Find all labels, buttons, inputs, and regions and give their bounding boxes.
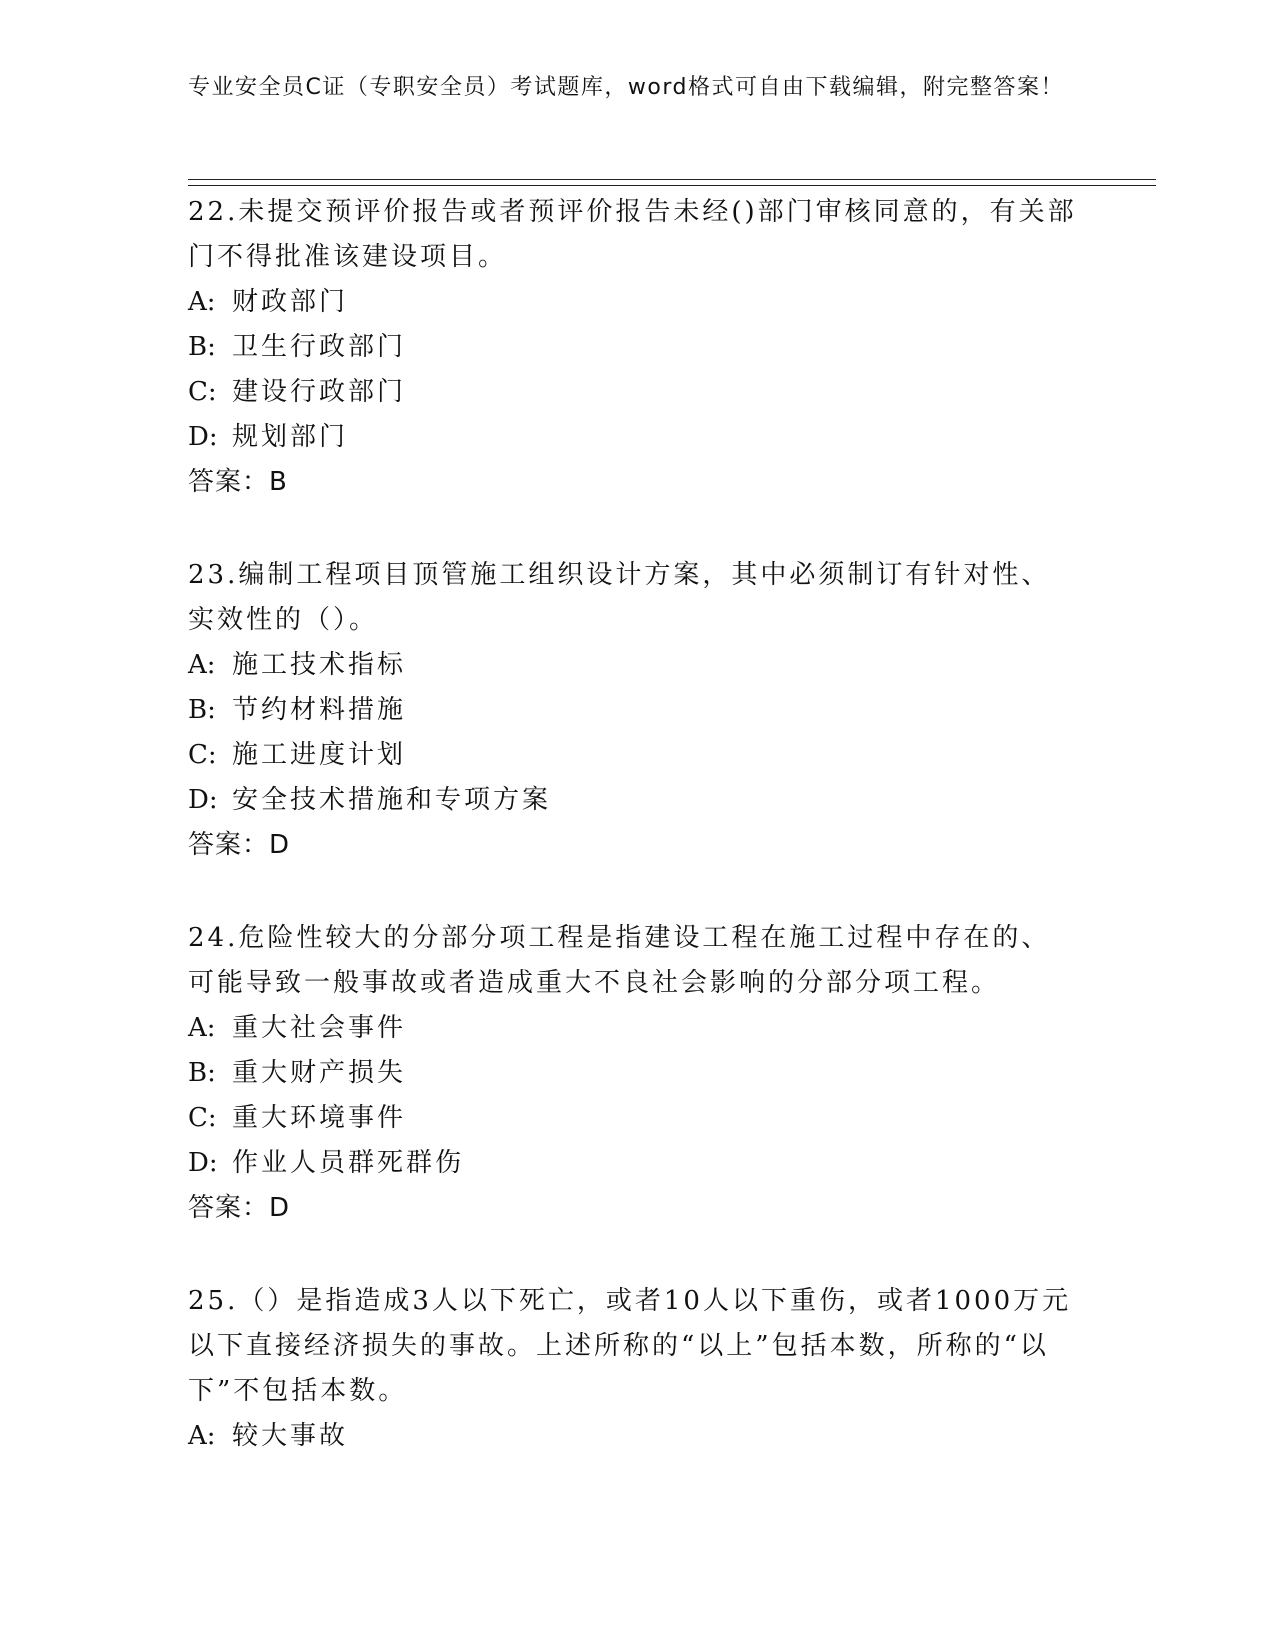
- option-a: [188, 1006, 1078, 1051]
- option-text: 建设行政部门: [232, 377, 407, 407]
- header-divider-top: [188, 179, 1156, 180]
- option-c: [188, 370, 1078, 415]
- question-stem: 25.（）是指造成3人以下死亡，或者10人以下重伤，或者1000万元以下直接经济损失的事故。上述所称的“以上”包括本数，所称的“以下”不包括本数。: [188, 1286, 1072, 1406]
- option-key: D:: [188, 1148, 218, 1178]
- option-c: [188, 733, 1078, 778]
- option-text: 重大社会事件: [232, 1013, 407, 1043]
- option-key: C:: [188, 377, 217, 407]
- option-d: [188, 1141, 1078, 1186]
- option-text: 卫生行政部门: [232, 332, 407, 362]
- option-key: B:: [188, 332, 216, 362]
- option-text: 施工进度计划: [232, 740, 407, 770]
- option-text: 节约材料措施: [232, 695, 407, 725]
- option-text: 施工技术指标: [232, 650, 407, 680]
- document-header: 专业安全员C证（专职安全员）考试题库，word格式可自由下载编辑，附完整答案！: [188, 75, 1064, 100]
- option-key: A:: [188, 1013, 216, 1043]
- answer-line: 答案：D: [188, 830, 291, 860]
- option-key: C:: [188, 740, 217, 770]
- option-key: D:: [188, 785, 218, 815]
- option-key: B:: [188, 695, 216, 725]
- option-a: [188, 643, 1078, 688]
- question-23: [188, 553, 1078, 868]
- option-text: 重大环境事件: [232, 1103, 407, 1133]
- header-divider-bottom: [188, 185, 1156, 186]
- option-text: 较大事故: [232, 1421, 349, 1451]
- option-a: [188, 1414, 1078, 1459]
- question-stem: 23.编制工程项目顶管施工组织设计方案，其中必须制订有针对性、实效性的（）。: [188, 560, 1051, 635]
- question-stem: 24.危险性较大的分部分项工程是指建设工程在施工过程中存在的、可能导致一般事故或者造成重大不良社会影响的分部分项工程。: [188, 923, 1051, 998]
- option-key: B:: [188, 1058, 216, 1088]
- option-text: 财政部门: [232, 287, 349, 317]
- option-d: [188, 778, 1078, 823]
- option-b: [188, 688, 1078, 733]
- option-text: 重大财产损失: [232, 1058, 407, 1088]
- answer-line: 答案：D: [188, 1193, 291, 1223]
- option-key: C:: [188, 1103, 217, 1133]
- option-b: [188, 325, 1078, 370]
- option-key: A:: [188, 650, 216, 680]
- question-stem: 22.未提交预评价报告或者预评价报告未经()部门审核同意的，有关部门不得批准该建设项目。: [188, 197, 1077, 272]
- option-b: [188, 1051, 1078, 1096]
- option-c: [188, 1096, 1078, 1141]
- option-a: [188, 280, 1078, 325]
- question-25: [188, 1279, 1078, 1459]
- option-key: A:: [188, 1421, 216, 1451]
- answer-line: 答案：B: [188, 467, 288, 497]
- option-text: 作业人员群死群伤: [232, 1148, 465, 1178]
- option-text: 安全技术措施和专项方案: [232, 785, 552, 815]
- option-key: D:: [188, 422, 218, 452]
- question-22: [188, 190, 1078, 505]
- option-key: A:: [188, 287, 216, 317]
- option-text: 规划部门: [232, 422, 349, 452]
- question-24: [188, 916, 1078, 1231]
- option-d: [188, 415, 1078, 460]
